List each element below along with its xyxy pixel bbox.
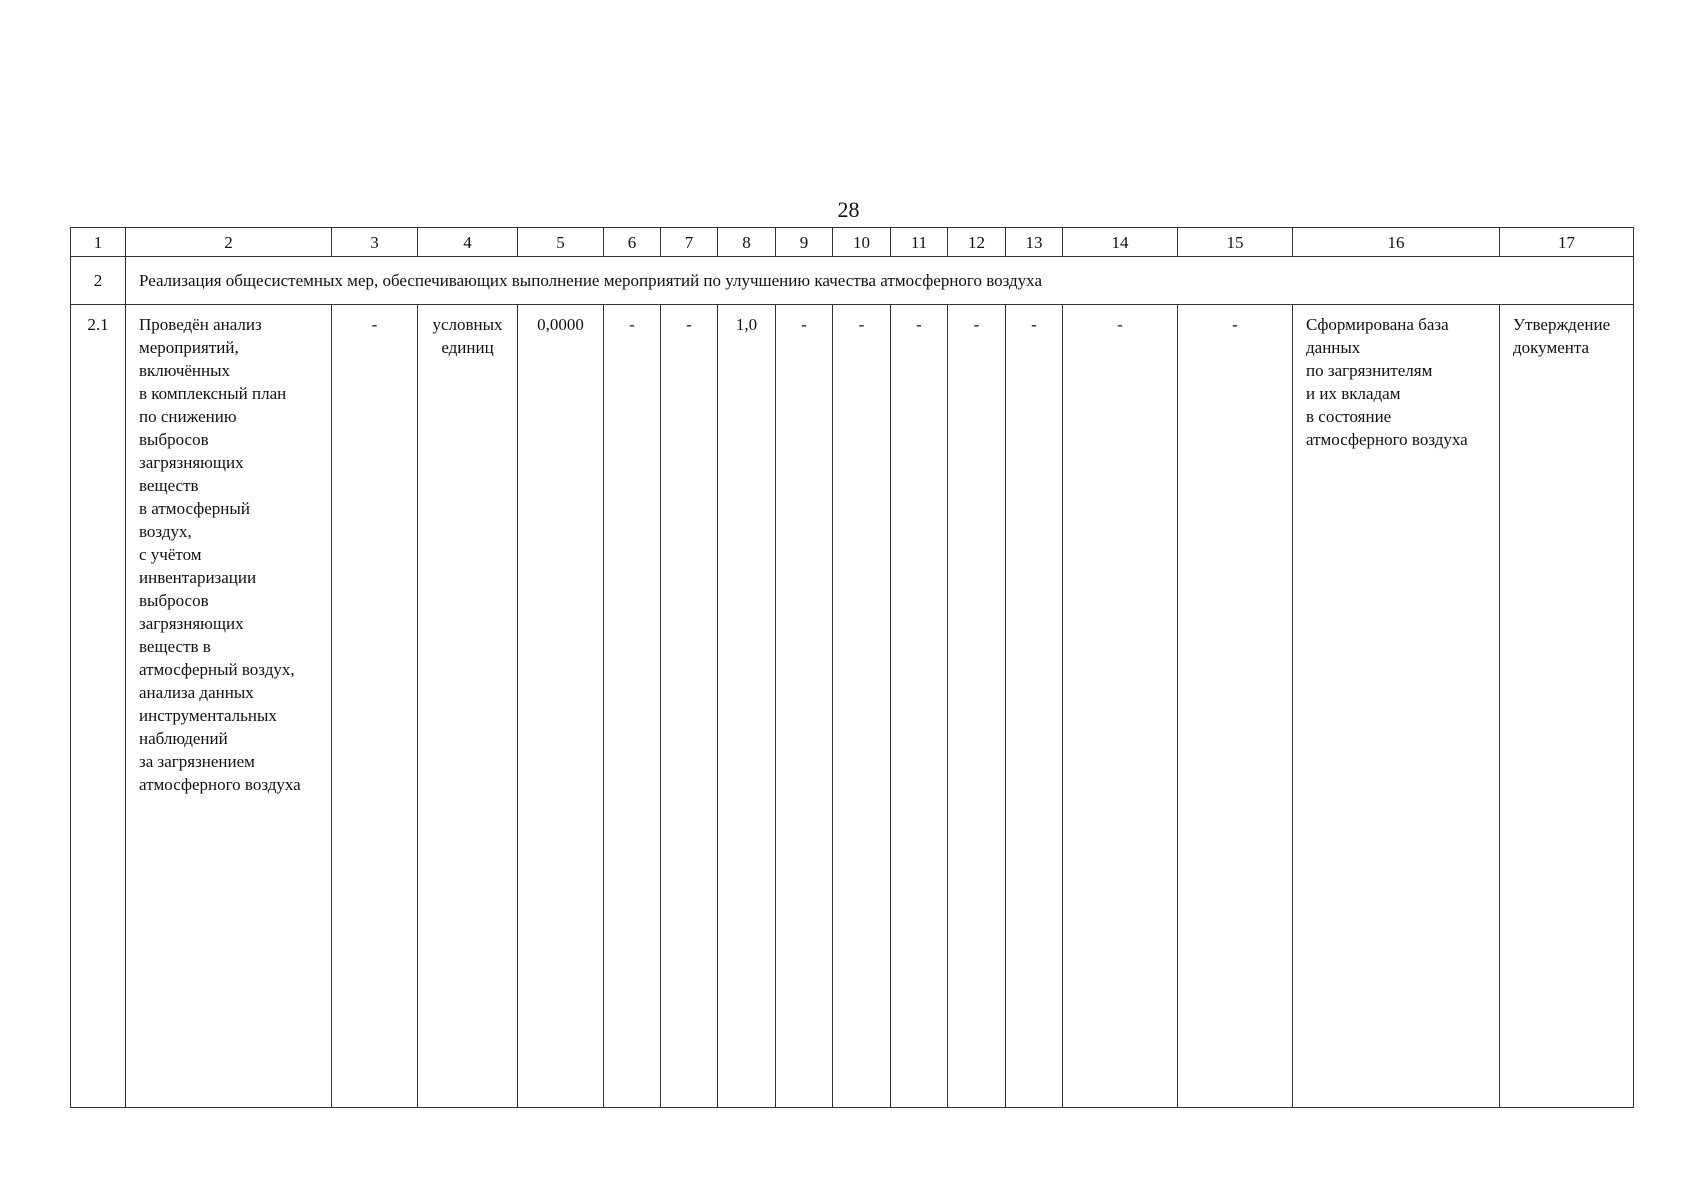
item-number: 2.1: [71, 305, 126, 1108]
unit-cell: условных единиц: [418, 305, 518, 1108]
column-number: 2: [126, 228, 332, 257]
column-number: 7: [661, 228, 718, 257]
column-number: 14: [1063, 228, 1178, 257]
column-number: 6: [604, 228, 661, 257]
cell-col-14: -: [1063, 305, 1178, 1108]
column-number: 11: [891, 228, 948, 257]
column-number: 12: [948, 228, 1006, 257]
section-title: Реализация общесистемных мер, обеспечивающих выполнение мероприятий по улучшению качества атмосферного воздуха: [126, 257, 1634, 305]
column-number: 15: [1178, 228, 1293, 257]
column-number: 5: [518, 228, 604, 257]
column-number: 1: [71, 228, 126, 257]
cell-col-6: -: [604, 305, 661, 1108]
column-number: 13: [1006, 228, 1063, 257]
cell-col-12: -: [948, 305, 1006, 1108]
column-number: 9: [776, 228, 833, 257]
cell-col-8: 1,0: [718, 305, 776, 1108]
column-number: 3: [332, 228, 418, 257]
cell-col-15: -: [1178, 305, 1293, 1108]
page-number: 28: [837, 197, 860, 222]
cell-col-9: -: [776, 305, 833, 1108]
cell-col-10: -: [833, 305, 891, 1108]
cell-col-13: -: [1006, 305, 1063, 1108]
column-number: 8: [718, 228, 776, 257]
column-number: 17: [1500, 228, 1634, 257]
cell-col-7: -: [661, 305, 718, 1108]
table-row: [71, 305, 1634, 1108]
column-number: 4: [418, 228, 518, 257]
measures-table: [70, 227, 1634, 1108]
item-description: Проведён анализ мероприятий, включённых в комплексный план по снижению выбросов загрязняющих веществ в атмосферный воздух, с учётом инвентаризации выбросов загрязняющих веществ в атмосферный воздух, анализа данных инструментальных наблюдений за загрязнением атмосферного воздуха: [126, 305, 332, 1108]
section-row: [71, 257, 1634, 305]
column-number: 10: [833, 228, 891, 257]
section-number: 2: [71, 257, 126, 305]
cell-col-3: -: [332, 305, 418, 1108]
cell-col-11: -: [891, 305, 948, 1108]
base-value-cell: 0,0000: [518, 305, 604, 1108]
result-document: Утверждение документа: [1500, 305, 1634, 1108]
column-number-row: [71, 228, 1634, 257]
column-number: 16: [1293, 228, 1500, 257]
result-description: Сформирована база данных по загрязнителям и их вкладам в состояние атмосферного воздуха: [1293, 305, 1500, 1108]
